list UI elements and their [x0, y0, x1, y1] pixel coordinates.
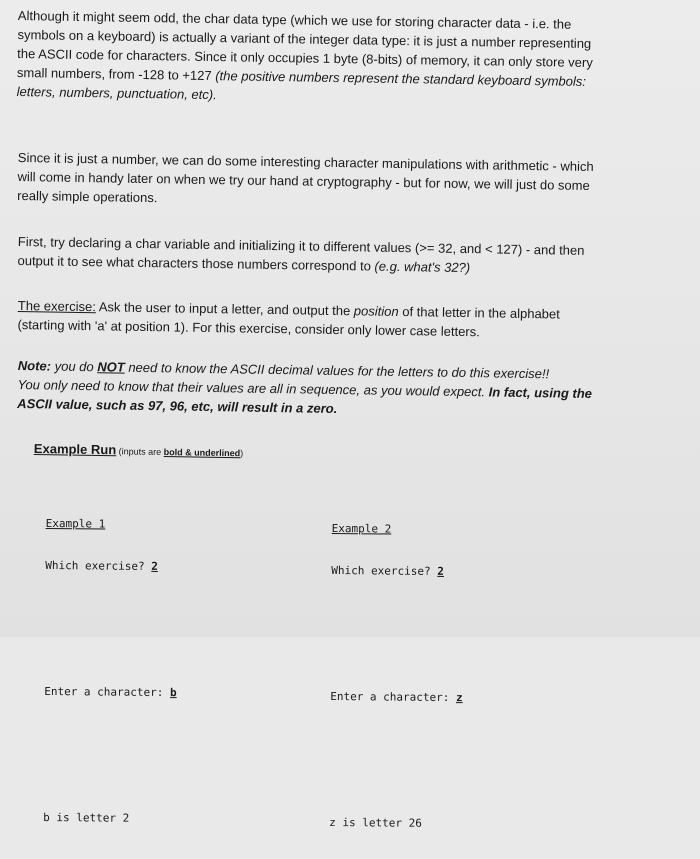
console-input: 2 — [437, 564, 444, 578]
emphasis-not: NOT — [97, 359, 125, 375]
italic-span: (e.g. what's 32?) — [374, 258, 471, 276]
text-line: letters, numbers, punctuation, etc). — [16, 83, 217, 103]
example-2-block — [329, 494, 465, 859]
note-label: Note: — [17, 357, 52, 374]
text-line: Although it might seem odd, the char data type (which we use for storing character data - i.e. the — [17, 7, 572, 32]
italic-span: (the positive numbers represent the standard keyboard symbols: — [215, 68, 587, 89]
text-line: symbols on a keyboard) is actually a variant of the integer data type: it is just a number representing — [17, 26, 592, 52]
example-label: Example 1 — [45, 516, 106, 531]
example-run-note — [116, 446, 243, 458]
text-line: will come in handy later on when we try our hand at cryptography - but for now, we will just do some — [17, 168, 590, 193]
text-span: (inputs are — [116, 446, 164, 458]
console-output: b is letter 2 — [43, 810, 130, 825]
console-prompt: Enter a character: — [330, 689, 457, 705]
note-paragraph — [17, 356, 658, 423]
console-output: z is letter 26 — [329, 815, 422, 830]
text-span: small numbers, from -128 to +127 — [16, 64, 216, 84]
text-span: need to know the ASCII decimal values for the letters to do this exercise!! — [124, 359, 550, 382]
text-line: First, try declaring a char variable and initializing it to different values (>= 32, and < 127) - and then — [17, 233, 585, 258]
text-span: of that letter in the alphabet — [398, 303, 560, 322]
console-line — [331, 564, 464, 579]
console-line — [44, 685, 177, 700]
console-line — [45, 559, 178, 574]
text-span: you do — [50, 358, 98, 375]
intro-paragraph — [17, 6, 658, 111]
bold-underline-span: bold & underlined — [163, 447, 241, 459]
console-prompt: Which exercise? — [45, 558, 152, 573]
example-1-block — [43, 489, 179, 854]
console-input: 2 — [151, 559, 158, 573]
exercise-paragraph — [17, 296, 658, 344]
example-run-title: Example Run — [33, 441, 117, 458]
console-input: b — [170, 686, 177, 700]
arithmetic-paragraph — [17, 148, 658, 215]
text-line: the ASCII code for characters. Since it only occupies 1 byte (8-bits) of memory, it can only store very — [17, 45, 593, 71]
console-input: z — [456, 691, 463, 705]
console-prompt: Enter a character: — [44, 684, 171, 700]
text-line: (starting with 'a' at position 1). For this exercise, consider only lower case letters. — [17, 316, 480, 340]
text-span: Ask the user to input a letter, and output the — [95, 299, 354, 319]
exercise-label: The exercise: — [17, 297, 97, 315]
text-line: Since it is just a number, we can do some interesting character manipulations with arithmetic - which — [17, 149, 594, 175]
declaring-paragraph — [17, 232, 658, 280]
text-span: You only need to know that their values are all in sequence, as you would expect. — [17, 376, 489, 400]
example-label: Example 2 — [331, 521, 392, 536]
console-prompt: Which exercise? — [331, 563, 438, 578]
text-line: really simple operations. — [17, 187, 158, 206]
italic-span: position — [353, 303, 399, 319]
text-span: ) — [240, 448, 244, 459]
text-span: output it to see what characters those numbers correspond to — [17, 252, 375, 274]
example-run-heading — [34, 441, 244, 459]
console-line — [330, 690, 463, 705]
bold-span: In fact, using the — [488, 384, 593, 402]
text-line: ASCII value, such as 97, 96, etc, will result in a zero. — [17, 395, 338, 417]
